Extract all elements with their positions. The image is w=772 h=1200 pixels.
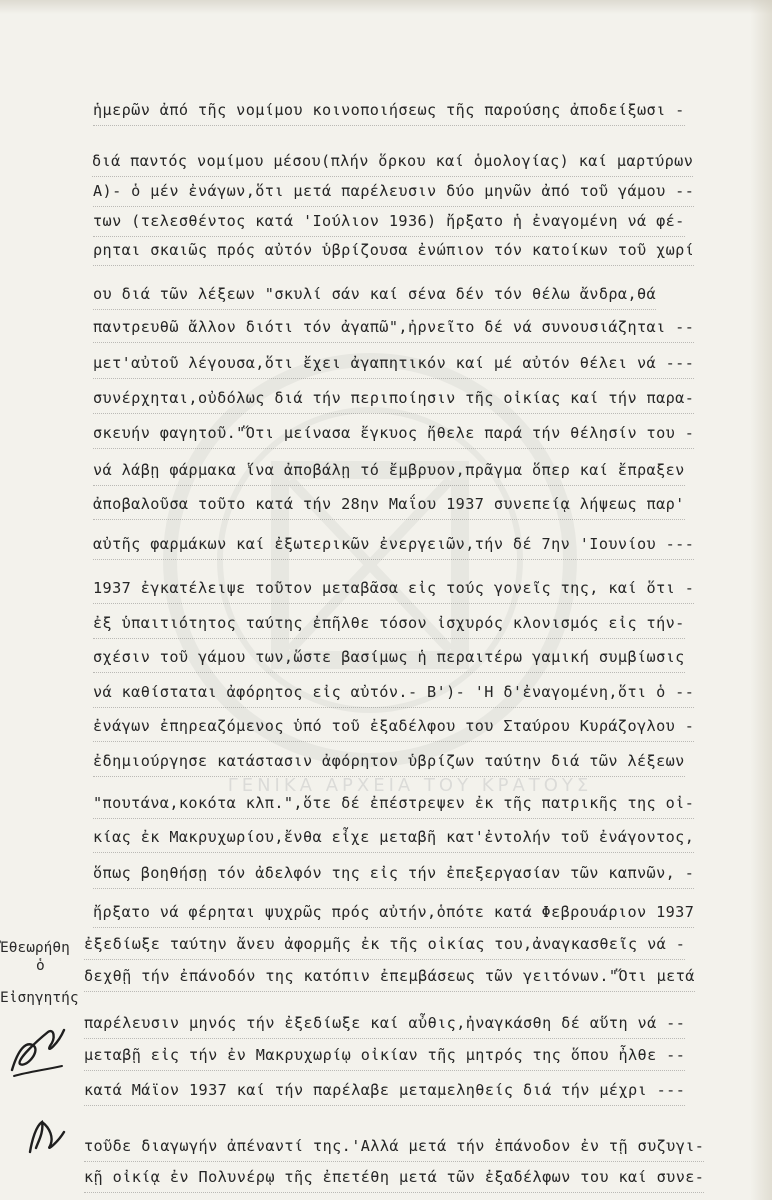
- margin-note-line: ὁ: [36, 958, 45, 974]
- handwritten-signature: [4, 1010, 74, 1090]
- text-line: δεχθῇ τήν ἐπάνοδόν της κατόπιν ἐπεμβάσεως τῶν γειτόνων."Ὅτι μετά: [84, 967, 695, 985]
- text-line: κίας ἐκ Μακρυχωρίου,ἔνθα εἶχε μεταβῆ κατ'ἐντολήν τοῦ ἐνάγοντος,: [93, 828, 695, 846]
- margin-note-line: Ἐθεωρήθη: [0, 940, 70, 956]
- text-line: μετ'αὐτοῦ λέγουσα,ὅτι ἔχει ἀγαπητικόν καί μέ αὐτόν θέλει νά ---: [93, 354, 695, 372]
- text-line: ἐδημιούργησε κατάστασιν ἀφόρητον ὑβρίζων ταύτην διά τῶν λέξεων: [93, 752, 685, 770]
- watermark-text: ΓΕΝΙΚΑ ΑΡΧΕΙΑ ΤΟΥ ΚΡΑΤΟΥΣ: [227, 775, 593, 796]
- text-line: σχέσιν τοῦ γάμου των,ὥστε βασίμως ἡ περαιτέρω γαμική συμβίωσις: [93, 648, 685, 666]
- text-line: των (τελεσθέντος κατά 'Ιούλιον 1936) ἤρξατο ἡ ἐναγομένη νά φέ-: [93, 212, 685, 230]
- text-line: ἐξ ὑπαιτιότητος ταύτης ἐπῆλθε τόσον ἰσχυρός κλονισμός εἰς τήν-: [93, 614, 685, 632]
- text-line: 1937 ἐγκατέλειψε τοῦτον μεταβᾶσα εἰς τούς γονεῖς της, καί ὅτι -: [93, 579, 695, 597]
- text-line: "πουτάνα,κοκότα κλπ.",ὅτε δέ ἐπέστρεψεν ἐκ τῆς πατρικῆς της οἰ-: [93, 794, 695, 812]
- text-line: ου διά τῶν λέξεων "σκυλί σάν καί σένα δέν τόν θέλω ἄνδρα,θά: [93, 285, 657, 303]
- text-line: παντρευθῶ ἄλλον διότι τόν ἀγαπῶ",ἠρνεῖτο δέ νά συνουσιάζηται --: [93, 318, 695, 336]
- text-line: τοῦδε διαγωγήν ἀπέναντί της.'Αλλά μετά τήν ἐπάνοδον ἐν τῇ συζυγι-: [84, 1137, 705, 1155]
- text-line: ἐξεδίωξε ταύτην ἄνευ ἀφορμῆς ἐκ τῆς οἰκίας του,ἀναγκασθεῖς νά -: [84, 935, 686, 953]
- handwritten-initials: [20, 1112, 70, 1162]
- text-line: νά καθίσταται ἀφόρητος εἰς αὐτόν.- Β')- 'Η δ'ἐναγομένη,ὅτι ὁ --: [93, 683, 695, 701]
- text-line: παρέλευσιν μηνός τήν ἐξεδίωξε καί αὖθις,ἠναγκάσθη δέ αὕτη νά --: [84, 1014, 686, 1032]
- text-line: ἀποβαλοῦσα τοῦτο κατά τήν 28ην Μαΐου 1937 συνεπείᾳ λήψεως παρ': [93, 495, 685, 513]
- text-line: σκευήν φαγητοῦ."Ὅτι μείνασα ἔγκυος ἤθελε παρά τήν θέλησίν του -: [93, 424, 695, 442]
- text-line: ἐνάγων ἐπηρεαζόμενος ὑπό τοῦ ἐξαδέλφου του Σταύρου Κυράζογλου -: [93, 717, 695, 735]
- margin-note-line: Εἰσηγητής: [0, 990, 79, 1006]
- text-line: αὐτῆς φαρμάκων καί ἐξωτερικῶν ἐνεργειῶν,τήν δέ 7ην 'Ιουνίου ---: [93, 535, 695, 553]
- text-line: Α)- ὁ μέν ἐνάγων,ὅτι μετά παρέλευσιν δύο μηνῶν ἀπό τοῦ γάμου --: [93, 182, 695, 200]
- text-line: μεταβῇ εἰς τήν ἐν Μακρυχωρίῳ οἰκίαν τῆς μητρός της ὅπου ἦλθε --: [84, 1046, 686, 1064]
- text-line: νά λάβῃ φάρμακα ἵνα ἀποβάλῃ τό ἔμβρυον,πρᾶγμα ὅπερ καί ἔπραξεν: [93, 461, 685, 479]
- text-line: ρηται σκαιῶς πρός αὐτόν ὑβρίζουσα ἐνώπιον τόν κατοίκων τοῦ χωρί: [93, 241, 695, 259]
- text-line: συνέρχηται,οὐδόλως διά τήν περιποίησιν τῆς οἰκίας καί τήν παρα-: [93, 389, 695, 407]
- text-line: διά παντός νομίμου μέσου(πλήν ὅρκου καί ὁμολογίας) καί μαρτύρων: [92, 152, 694, 170]
- text-line: ἤρξατο νά φέρηται ψυχρῶς πρός αὐτήν,ὁπότε κατά Φεβρουάριον 1937: [93, 903, 695, 921]
- text-line: ὅπως βοηθήσῃ τόν ἀδελφόν της εἰς τήν ἐπεξεργασίαν τῶν καπνῶν, -: [93, 864, 695, 882]
- text-line: κῇ οἰκίᾳ ἐν Πολυνέρῳ τῆς ἐπετέθη μετά τῶν ἐξαδέλφων του καί συνε-: [84, 1168, 705, 1186]
- text-line: κατά Μάϊον 1937 καί τήν παρέλαβε μεταμεληθείς διά τήν μέχρι ---: [84, 1081, 686, 1099]
- text-line: ἡμερῶν ἀπό τῆς νομίμου κοινοποιήσεως τῆς παρούσης ἀποδείξωσι -: [93, 101, 685, 119]
